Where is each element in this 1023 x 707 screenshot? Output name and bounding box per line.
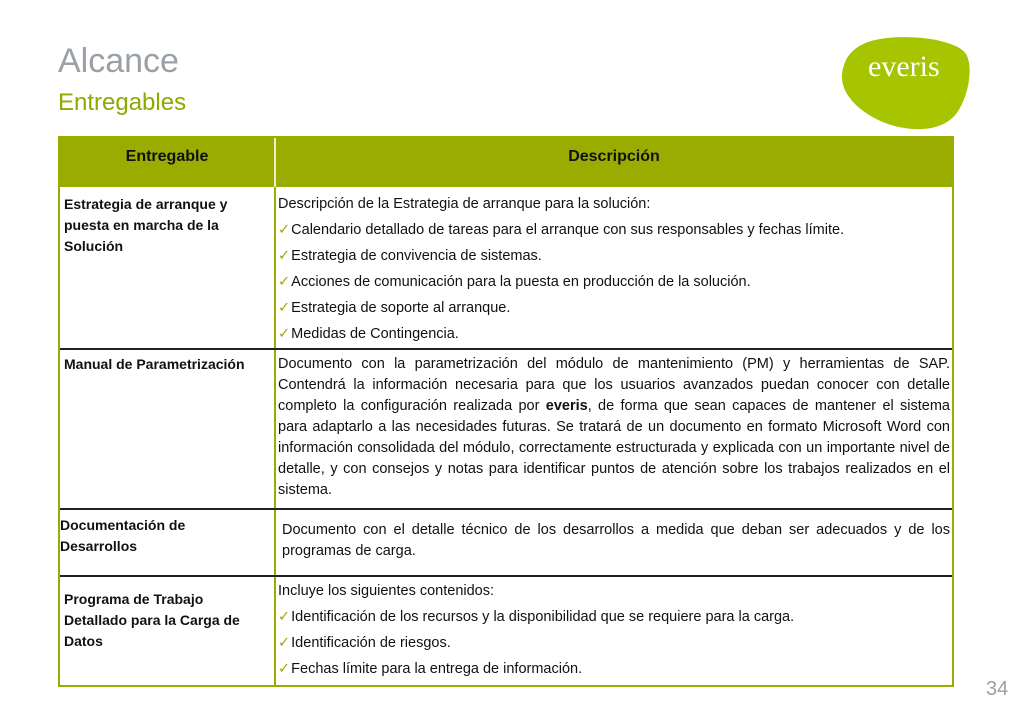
list-item: ✓Acciones de comunicación para la puesta en producción de la solución. (278, 274, 751, 290)
check-icon: ✓ (278, 274, 291, 290)
check-icon: ✓ (278, 609, 291, 625)
row-3-deliverable: Documentación de Desarrollos (60, 517, 186, 554)
row-4-deliverable: Programa de Trabajo Detallado para la Carga de Datos (64, 591, 240, 649)
list-item: ✓Identificación de los recursos y la disponibilidad que se requiere para la carga. (278, 609, 795, 625)
row-1-description (278, 194, 950, 350)
deliverables-table (58, 136, 954, 687)
check-icon: ✓ (278, 635, 291, 651)
list-item: ✓Identificación de riesgos. (278, 635, 451, 651)
check-icon: ✓ (278, 300, 291, 316)
list-item: ✓Fechas límite para la entrega de información. (278, 661, 583, 677)
list-item: ✓Medidas de Contingencia. (278, 326, 459, 342)
row-1-deliverable: Estrategia de arranque y puesta en marcha de la Solución (64, 196, 228, 254)
table-header (60, 138, 952, 187)
check-icon: ✓ (278, 326, 291, 342)
column-header-entregable: Entregable (125, 148, 209, 165)
slide-title: Alcance (58, 42, 179, 80)
list-item: ✓Estrategia de soporte al arranque. (278, 300, 511, 316)
page-number: 34 (986, 678, 1009, 700)
check-icon: ✓ (278, 248, 291, 264)
row-4-description (278, 581, 950, 685)
row-4-list (278, 607, 950, 680)
row-divider (60, 508, 952, 510)
row-2-deliverable: Manual de Parametrización (64, 356, 245, 372)
row-divider (60, 575, 952, 577)
check-icon: ✓ (278, 661, 291, 677)
row-2-description: Documento con la parametrización del módulo de mantenimiento (PM) y herramientas de SAP. Contendrá la información necesaria para que los usuarios avanzados puedan conocer con detalle completo la configuración realizada por everis, de forma que sean capaces de mantener el sistema para adaptarlo a las necesidades futuras. Se tratará de un documento en formato Microsoft Word con información consolidada del módulo, correctamente estructurada y explicada con un importante nivel de detalle, y con consejos y notas para identificar puntos de atención sobre los trabajos realizados en el sistema. (278, 356, 950, 498)
row-3-description: Documento con el detalle técnico de los desarrollos a medida que deban ser adecuados y de los programas de carga. (282, 522, 950, 559)
row-4-intro: Incluye los siguientes contenidos: (278, 583, 495, 599)
row-1-intro: Descripción de la Estrategia de arranque para la solución: (278, 196, 651, 212)
column-header-descripcion: Descripción (568, 148, 660, 165)
list-item: ✓Calendario detallado de tareas para el arranque con sus responsables y fechas límite. (278, 222, 845, 238)
list-item: ✓Estrategia de convivencia de sistemas. (278, 248, 542, 264)
logo-text: everis (868, 50, 940, 83)
row-1-list (278, 220, 950, 345)
everis-logo (838, 36, 972, 134)
row-divider (60, 348, 952, 350)
check-icon: ✓ (278, 222, 291, 238)
slide-subtitle: Entregables (58, 89, 187, 116)
